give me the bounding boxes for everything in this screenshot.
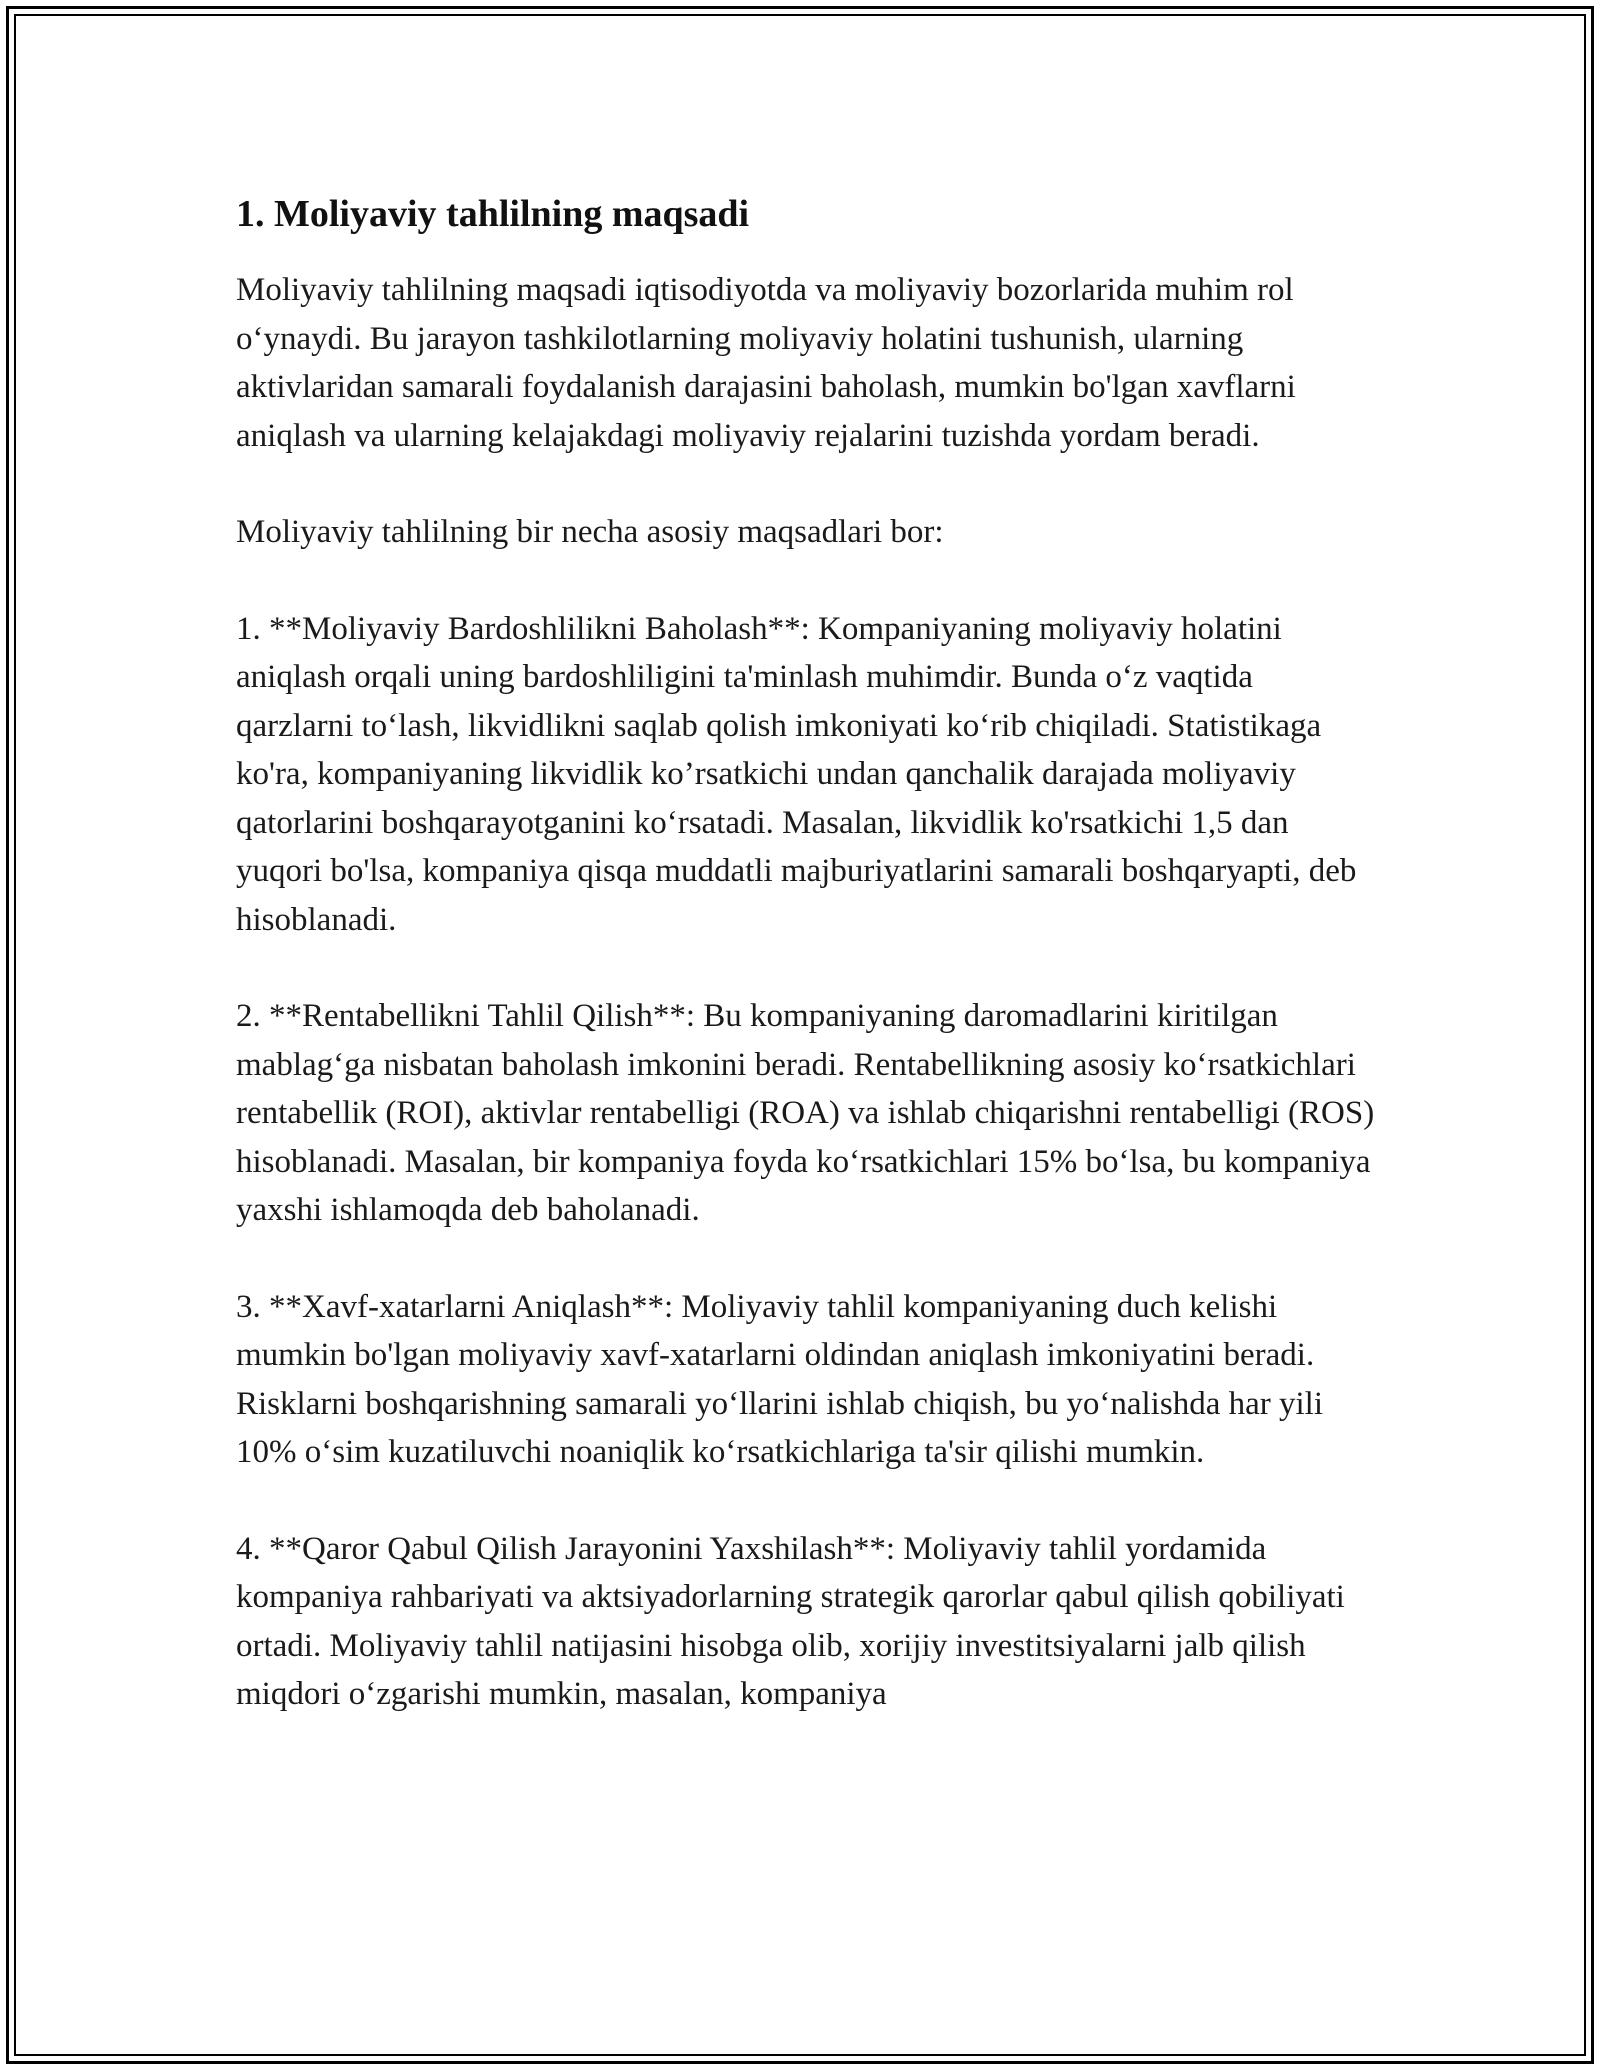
goal-item-2: 2. **Rentabellikni Tahlil Qilish**: Bu kompaniyaning daromadlarini kiritilgan mablag‘ga nisbatan baholash imkonini beradi. Rentabellikning asosiy ko‘rsatkichlari rentabellik (ROI), aktivlar rentabelligi (ROA) va ishlab chiqarishni rentabelligi (ROS) hisoblanadi. Masalan, bir kompaniya foyda ko‘rsatkichlari 15% bo‘lsa, bu kompaniya yaxshi ishlamoqda deb baholanadi.	[236, 998, 1375, 1228]
intro-paragraph: Moliyaviy tahlilning maqsadi iqtisodiyotda va moliyaviy bozorlarida muhim rol o‘ynaydi. Bu jarayon tashkilotlarning moliyaviy holatini tushunish, ularning aktivlaridan samarali foydalanish darajasini baholash, mumkin bo'lgan xavflarni aniqlash va ularning kelajakdagi moliyaviy rejalarini tuzishda yordam beradi.	[236, 272, 1296, 454]
goal-item-3: 3. **Xavf-xatarlarni Aniqlash**: Moliyaviy tahlil kompaniyaning duch kelishi mumkin bo'lgan moliyaviy xavf-xatarlarni oldindan aniqlash imkoniyatini beradi. Risklarni boshqarishning samarali yo‘llarini ishlab chiqish, bu yo‘nalishda har yili 10% o‘sim kuzatiluvchi noaniqlik ko‘rsatkichlariga ta'sir qilishi mumkin.	[236, 1288, 1323, 1470]
goal-item-1: 1. **Moliyaviy Bardoshlilikni Baholash**: Kompaniyaning moliyaviy holatini aniqlash orqali uning bardoshliligini ta'minlash muhimdir. Bunda o‘z vaqtida qarzlarni to‘lash, likvidlikni saqlab qolish imkoniyati ko‘rib chiqiladi. Statistikaga ko'ra, kompaniyaning likvidlik ko’rsatkichi undan qanchalik darajada moliyaviy qatorlarini boshqarayotganini ko‘rsatadi. Masalan, likvidlik ko'rsatkichi 1,5 dan yuqori bo'lsa, kompaniya qisqa muddatli majburiyatlarini samarali boshqaryapti, deb hisoblanadi.	[236, 610, 1357, 938]
goals-intro-paragraph: Moliyaviy tahlilning bir necha asosiy maqsadlari bor:	[236, 514, 944, 550]
goal-item-4: 4. **Qaror Qabul Qilish Jarayonini Yaxshilash**: Moliyaviy tahlil yordamida kompaniya rahbariyati va aktsiyadorlarning strategik qarorlar qabul qilish qobiliyati ortadi. Moliyaviy tahlil natijasini hisobga olib, xorijiy investitsiyalarni jalb qilish miqdori o‘zgarishi mumkin, masalan, kompaniya	[236, 1530, 1345, 1712]
section-heading: 1. Moliyaviy tahlilning maqsadi	[236, 193, 750, 235]
document-body	[236, 186, 1376, 1719]
